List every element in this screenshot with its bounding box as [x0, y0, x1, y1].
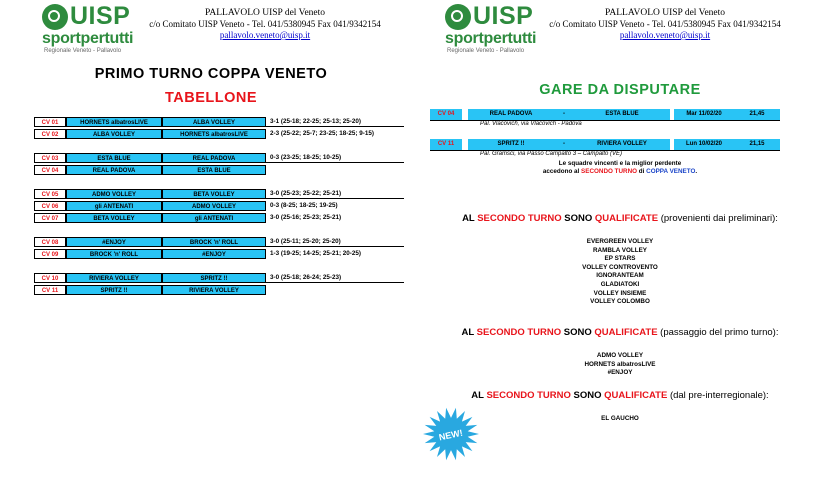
page-subtitle: TABELLONE [164, 90, 258, 106]
right-header [540, 8, 790, 41]
home-team: REAL PADOVA [66, 165, 162, 175]
match-code: CV 04 [34, 165, 66, 175]
match-result: 3-0 (25-11; 25-20; 25-20) [270, 238, 341, 245]
home-team: SPRITZ !! [468, 139, 554, 150]
new-badge-burst [420, 405, 482, 463]
away-team: gli ANTENATI [162, 213, 266, 223]
separator: - [554, 139, 574, 150]
home-team: HORNETS albatrosLIVE [66, 117, 162, 127]
separator: - [554, 109, 574, 120]
qualified-team: EL GAUCHO [601, 415, 639, 422]
heading-part: SECONDO TURNO [477, 213, 562, 224]
qualification-note [430, 160, 810, 176]
heading-part: AL [461, 327, 477, 338]
away-team: HORNETS albatrosLIVE [162, 129, 266, 139]
heading-part: SONO [561, 327, 595, 338]
qualified-team: RAMBLA VOLLEY [593, 246, 647, 254]
heading-part: QUALIFICATE [604, 390, 668, 401]
note-line-1: Le squadre vincenti e la miglior perdente [558, 160, 682, 167]
home-team: #ENJOY [66, 237, 162, 247]
match-code: CV 04 [430, 109, 462, 120]
match-row [430, 109, 780, 120]
uisp-logo [42, 4, 154, 56]
heading-part: (provenienti dai preliminari): [658, 213, 778, 224]
home-team: gli ANTENATI [66, 201, 162, 211]
match-result: 3-0 (25-23; 25-22; 25-21) [270, 190, 342, 197]
away-team: BROCK 'n' ROLL [162, 237, 266, 247]
away-team: SPRITZ !! [162, 273, 266, 283]
away-team: ESTA BLUE [574, 109, 670, 120]
away-team: REAL PADOVA [162, 153, 266, 163]
match-code: CV 03 [34, 153, 66, 163]
match-code: CV 05 [34, 189, 66, 199]
match-result: 3-0 (25-16; 25-23; 25-21) [270, 214, 342, 221]
match-code: CV 06 [34, 201, 66, 211]
org-name: PALLAVOLO UISP del Veneto [604, 8, 726, 18]
match-code: CV 07 [34, 213, 66, 223]
qualified-list [425, 415, 815, 424]
page-title: PRIMO TURNO COPPA VENETO [94, 66, 328, 82]
match-result: 3-1 (25-18; 22-25; 25-13; 25-20) [270, 118, 362, 125]
qualified-team: VOLLEY INSIEME [593, 289, 647, 297]
section-heading [425, 213, 815, 224]
gare-title: GARE DA DISPUTARE [539, 82, 701, 98]
group-underline [266, 198, 404, 199]
home-team: RIVIERA VOLLEY [66, 273, 162, 283]
away-team: RIVIERA VOLLEY [574, 139, 670, 150]
home-team: REAL PADOVA [468, 109, 554, 120]
home-team: ESTA BLUE [66, 153, 162, 163]
logo-region: Regionale Veneto - Pallavolo [447, 48, 525, 54]
group-underline [266, 282, 404, 283]
heading-part: (passaggio del primo turno): [657, 327, 779, 338]
match-result: 2-3 (25-22; 25-7; 23-25; 18-25; 9-15) [270, 130, 374, 137]
qualified-team: EP STARS [604, 255, 636, 263]
home-team: BETA VOLLEY [66, 213, 162, 223]
match-code: CV 08 [34, 237, 66, 247]
match-code: CV 01 [34, 117, 66, 127]
qualified-list [425, 238, 815, 307]
heading-part: AL [471, 390, 487, 401]
volleyball-icon [42, 4, 68, 30]
qualified-team: ADMO VOLLEY [596, 352, 644, 359]
heading-part: SONO [570, 390, 605, 401]
org-email[interactable]: pallavolo.veneto@uisp.it [219, 30, 311, 40]
home-team: BROCK 'n' ROLL [66, 249, 162, 259]
away-team: ESTA BLUE [162, 165, 266, 175]
match-code: CV 10 [34, 273, 66, 283]
away-team: BETA VOLLEY [162, 189, 266, 199]
org-email[interactable]: pallavolo.veneto@uisp.it [619, 30, 711, 40]
qualified-team: IGNORANTEAM [596, 272, 644, 280]
away-team: ALBA VOLLEY [162, 117, 266, 127]
qualified-team: VOLLEY CONTROVENTO [582, 263, 658, 271]
match-venue: Pal. Vlacovich, via Vlacovich - Padova [480, 121, 582, 127]
group-underline [266, 246, 404, 247]
heading-part: QUALIFICATE [594, 213, 659, 224]
match-result: 3-0 (25-18; 26-24; 25-23) [270, 274, 342, 281]
logo-brand: UISP [70, 2, 131, 30]
left-header [140, 8, 390, 41]
away-team: #ENJOY [162, 249, 266, 259]
qualified-team: HORNETS albatrosLIVE [584, 360, 656, 368]
org-address: c/o Comitato UISP Veneto - Tel. 041/5380945 Fax 041/9342154 [549, 19, 781, 29]
org-name: PALLAVOLO UISP del Veneto [204, 8, 326, 18]
section-heading [425, 327, 815, 338]
home-team: ADMO VOLLEY [66, 189, 162, 199]
heading-part: (dal pre-interregionale): [667, 390, 769, 401]
logo-sub: sportpertutti [42, 30, 134, 47]
match-date: Mar 11/02/20 [674, 109, 734, 120]
match-row [430, 139, 780, 150]
group-underline [266, 126, 404, 127]
away-team: RIVIERA VOLLEY [162, 285, 266, 295]
org-address: c/o Comitato UISP Veneto - Tel. 041/5380945 Fax 041/9342154 [149, 19, 381, 29]
qualified-team: #ENJOY [607, 369, 633, 377]
qualified-list [425, 352, 815, 378]
qualified-team: EVERGREEN VOLLEY [586, 238, 654, 245]
heading-part: SECONDO TURNO [476, 327, 562, 338]
match-time: 21,15 [734, 139, 780, 150]
note-line-2: accedono al SECONDO TURNO di COPPA VENETO. [542, 168, 698, 175]
qualified-team: VOLLEY COLOMBO [590, 298, 650, 306]
heading-part: SECONDO TURNO [486, 390, 571, 401]
home-team: ALBA VOLLEY [66, 129, 162, 139]
heading-part: SONO [561, 213, 595, 224]
logo-brand: UISP [473, 2, 534, 30]
group-underline [266, 162, 404, 163]
logo-sub: sportpertutti [445, 30, 537, 47]
heading-part: AL [462, 213, 478, 224]
match-result: 1-3 (19-25; 14-25; 25-21; 20-25) [270, 250, 362, 257]
match-code: CV 02 [34, 129, 66, 139]
qualified-team: GLADIATOKI [600, 280, 640, 288]
home-team: SPRITZ !! [66, 285, 162, 295]
match-code: CV 11 [34, 285, 66, 295]
new-badge-text: NEW! [438, 427, 464, 443]
match-time: 21,45 [734, 109, 780, 120]
logo-region: Regionale Veneto - Pallavolo [44, 48, 122, 54]
match-result: 0-3 (8-25; 18-25; 19-25) [270, 202, 338, 209]
volleyball-icon [445, 4, 471, 30]
match-result: 0-3 (23-25; 18-25; 10-25) [270, 154, 342, 161]
match-date: Lun 10/02/20 [674, 139, 734, 150]
match-venue: Pal. Gramsci, via Passo Campalto 3 – Campalto (VE) [480, 151, 623, 157]
away-team: ADMO VOLLEY [162, 201, 266, 211]
heading-part: QUALIFICATE [594, 327, 658, 338]
section-heading [425, 390, 815, 401]
match-code: CV 09 [34, 249, 66, 259]
match-code: CV 11 [430, 139, 462, 150]
